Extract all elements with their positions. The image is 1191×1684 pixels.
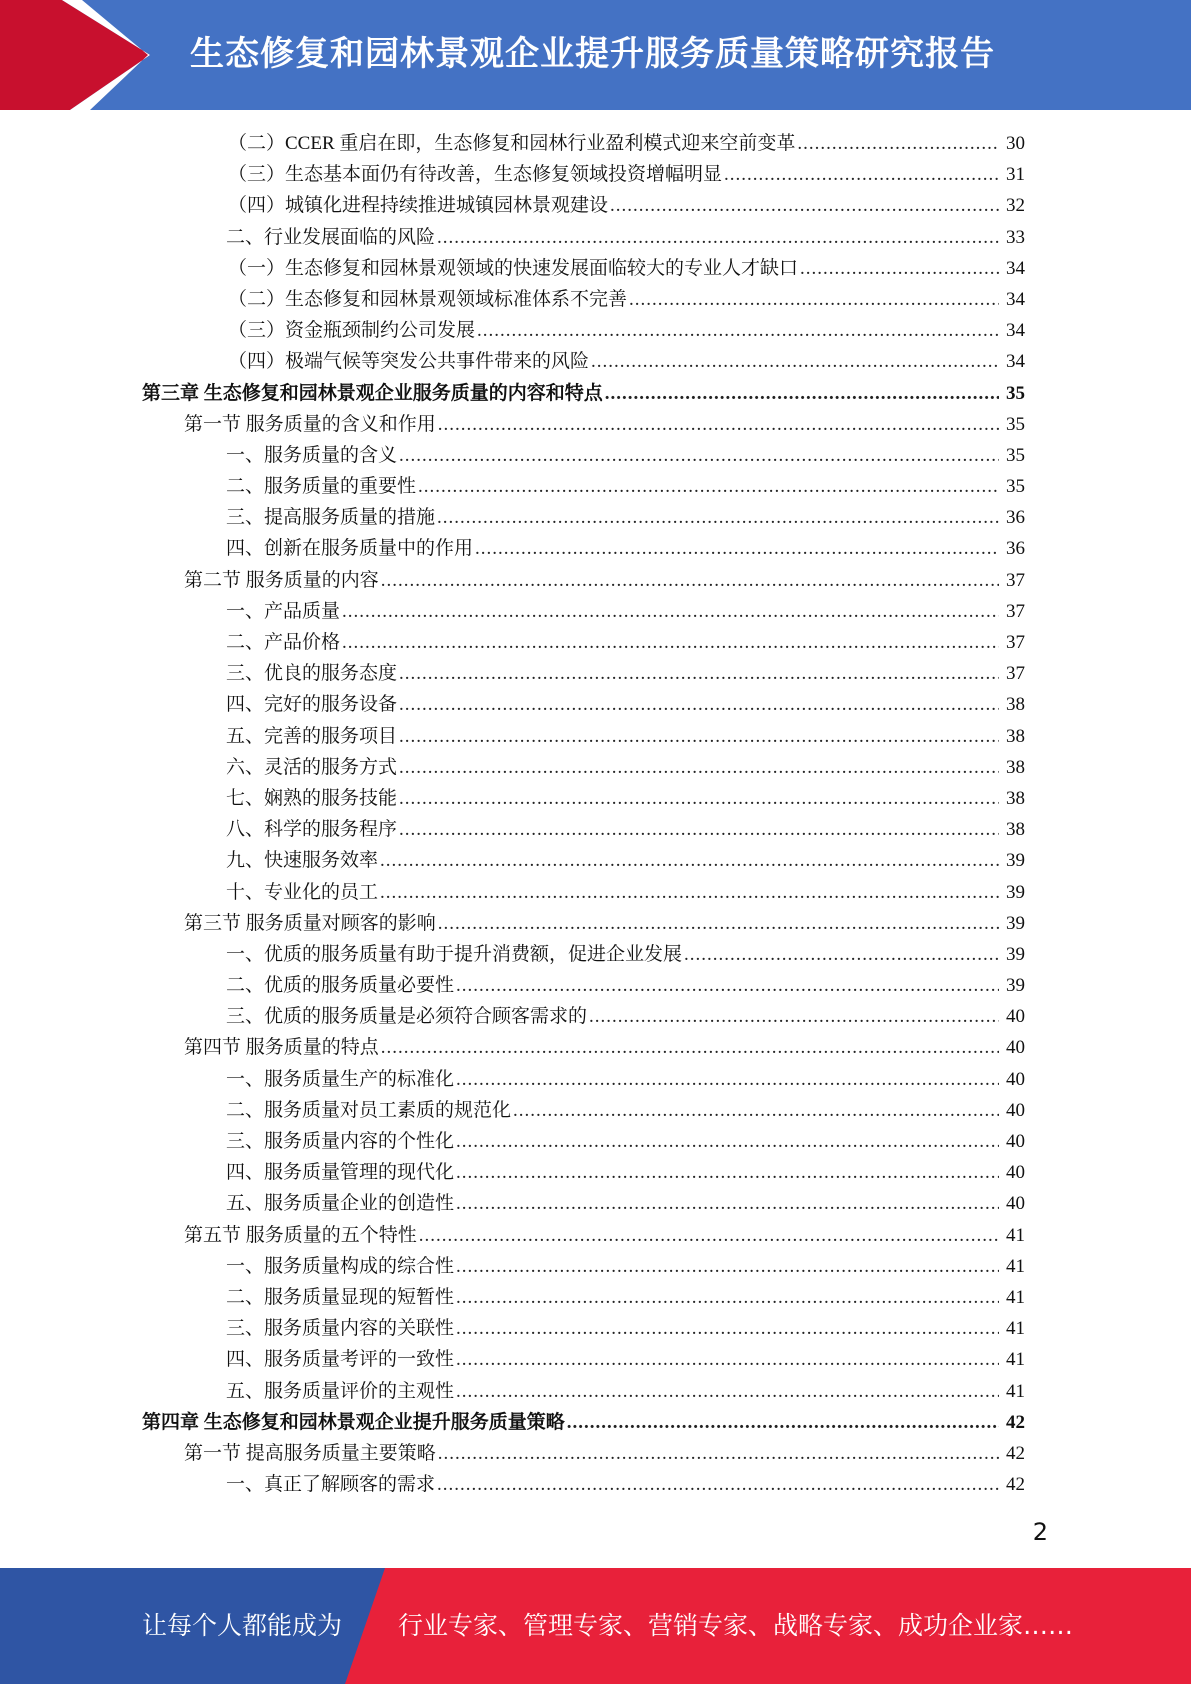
header-red-arrow-shape (0, 0, 160, 110)
toc-dot-leader (456, 1064, 999, 1095)
toc-section-entry[interactable] (184, 565, 1025, 596)
toc-subsection-entry[interactable] (226, 1095, 1025, 1126)
toc-dot-leader (797, 128, 999, 159)
toc-dot-leader (399, 689, 999, 720)
toc-entry-page: 36 (1006, 507, 1025, 529)
toc-entry-title: 九、快速服务效率 (226, 850, 379, 872)
toc-entry-page: 40 (1006, 1193, 1025, 1215)
toc-entry-title: 二、优质的服务质量必要性 (226, 975, 455, 997)
toc-section-entry[interactable] (184, 409, 1025, 440)
toc-entry-title: 五、完善的服务项目 (226, 725, 398, 747)
toc-dot-leader (380, 845, 999, 876)
toc-entry-page: 38 (1006, 756, 1025, 778)
toc-subsection-entry[interactable] (226, 1344, 1025, 1375)
toc-entry-page: 39 (1006, 881, 1025, 903)
toc-entry-title: 一、服务质量生产的标准化 (226, 1068, 455, 1090)
toc-entry-page: 39 (1006, 850, 1025, 872)
toc-entry-page: 38 (1006, 725, 1025, 747)
toc-subsection-entry[interactable] (226, 1469, 1025, 1500)
toc-dot-leader (456, 970, 999, 1001)
toc-dot-leader (399, 814, 999, 845)
toc-dot-leader (418, 471, 999, 502)
toc-entry-title: 五、服务质量企业的创造性 (226, 1193, 455, 1215)
toc-dot-leader (438, 1438, 999, 1469)
toc-subsection-entry[interactable] (226, 533, 1025, 564)
toc-entry-title: 四、完好的服务设备 (226, 694, 398, 716)
toc-dot-leader (589, 1001, 999, 1032)
toc-section-entry[interactable] (184, 908, 1025, 939)
toc-entry-page: 34 (1006, 288, 1025, 310)
toc-subsection-entry[interactable] (228, 315, 1025, 346)
toc-dot-leader (381, 565, 999, 596)
toc-entry-page: 40 (1006, 1131, 1025, 1152)
toc-entry-title: 七、娴熟的服务技能 (226, 787, 398, 809)
toc-entry-page: 41 (1006, 1255, 1025, 1277)
toc-subsection-entry[interactable] (226, 814, 1025, 845)
toc-entry-title: 第三章 生态修复和园林景观企业服务质量的内容和特点 (142, 382, 603, 404)
toc-dot-leader (456, 1126, 999, 1157)
toc-entry-page: 41 (1006, 1349, 1025, 1371)
toc-dot-leader (724, 159, 999, 190)
toc-dot-leader (800, 253, 999, 284)
toc-entry-title: 三、服务质量内容的个性化 (226, 1131, 455, 1152)
toc-entry-page: 35 (1006, 444, 1025, 466)
toc-entry-title: 一、优质的服务质量有助于提升消费额，促进企业发展 (226, 943, 683, 965)
toc-subsection-entry[interactable] (226, 471, 1025, 502)
toc-entry-title: 四、服务质量管理的现代化 (226, 1162, 455, 1184)
toc-entry-page: 40 (1006, 1037, 1025, 1059)
toc-entry-page: 38 (1006, 787, 1025, 809)
toc-entry-page: 32 (1006, 195, 1025, 217)
toc-subsection-entry[interactable] (226, 845, 1025, 876)
toc-section-entry[interactable] (184, 1032, 1025, 1063)
footer-slogan-left: 让每个人都能成为 (142, 1611, 343, 1640)
toc-entry-title: 二、服务质量显现的短暂性 (226, 1286, 455, 1308)
toc-subsection-entry[interactable] (226, 783, 1025, 814)
toc-entry-page: 41 (1006, 1380, 1025, 1402)
toc-entry-page: 36 (1006, 538, 1025, 560)
toc-entry-title: 一、产品质量 (226, 600, 341, 622)
toc-chapter-entry[interactable] (142, 1407, 1025, 1438)
toc-dot-leader (437, 1469, 999, 1500)
toc-entry-title: 第五节 服务质量的五个特性 (184, 1224, 417, 1246)
toc-subsection-entry[interactable] (226, 1313, 1025, 1344)
toc-dot-leader (419, 1220, 999, 1251)
toc-subsection-entry[interactable] (226, 1251, 1025, 1282)
toc-entry-page: 39 (1006, 943, 1025, 965)
toc-subsection-entry[interactable] (226, 1282, 1025, 1313)
toc-subsection-entry[interactable] (226, 1001, 1025, 1032)
toc-entry-title: 八、科学的服务程序 (226, 819, 398, 841)
toc-entry-page: 35 (1006, 476, 1025, 498)
toc-entry-page: 33 (1006, 226, 1025, 248)
toc-dot-leader (456, 1313, 999, 1344)
toc-entry-title: 四、创新在服务质量中的作用 (226, 538, 474, 560)
toc-subsection-entry[interactable] (226, 502, 1025, 533)
toc-subsection-entry[interactable] (226, 1064, 1025, 1095)
toc-entry-page: 42 (1006, 1474, 1025, 1496)
toc-subsection-entry[interactable] (226, 970, 1025, 1001)
toc-dot-leader (567, 1407, 999, 1438)
toc-entry-page: 40 (1006, 1162, 1025, 1184)
toc-entry-title: 第三节 服务质量对顾客的影响 (184, 912, 436, 934)
toc-subsection-entry[interactable] (226, 1126, 1025, 1157)
toc-entry-title: 四、服务质量考评的一致性 (226, 1349, 455, 1371)
toc-entry-page: 31 (1006, 164, 1025, 186)
toc-subsection-entry[interactable] (228, 346, 1025, 377)
toc-subsection-entry[interactable] (228, 159, 1025, 190)
toc-entry-page: 34 (1006, 320, 1025, 342)
toc-entry-title: 三、提高服务质量的措施 (226, 507, 436, 529)
toc-subsection-entry[interactable] (228, 190, 1025, 221)
toc-entry-page: 37 (1006, 632, 1025, 653)
toc-dot-leader (399, 783, 999, 814)
toc-entry-page: 35 (1006, 413, 1025, 435)
toc-entry-title: （三）生态基本面仍有待改善，生态修复领域投资增幅明显 (228, 164, 723, 186)
toc-dot-leader (438, 908, 999, 939)
toc-subsection-entry[interactable] (228, 253, 1025, 284)
toc-dot-leader (342, 596, 999, 627)
toc-dot-leader (399, 721, 999, 752)
toc-entry-page: 40 (1006, 1006, 1025, 1028)
toc-dot-leader (399, 658, 999, 689)
toc-subsection-entry[interactable] (226, 689, 1025, 720)
toc-entry-title: （四）极端气候等突发公共事件带来的风险 (228, 351, 590, 373)
toc-entry-page: 41 (1006, 1286, 1025, 1308)
report-title: 生态修复和园林景观企业提升服务质量策略研究报告 (190, 34, 995, 74)
toc-entry-page: 41 (1006, 1318, 1025, 1340)
toc-dot-leader (610, 190, 999, 221)
toc-entry-title: 第四节 服务质量的特点 (184, 1037, 379, 1059)
toc-dot-leader (381, 1032, 999, 1063)
footer-slogan-right: 行业专家、管理专家、营销专家、战略专家、成功企业家…… (398, 1611, 1074, 1640)
toc-entry-title: 二、服务质量的重要性 (226, 476, 417, 498)
toc-entry-title: 一、服务质量的含义 (226, 444, 398, 466)
toc-dot-leader (456, 1376, 999, 1407)
toc-dot-leader (684, 939, 999, 970)
toc-entry-page: 39 (1006, 975, 1025, 997)
toc-dot-leader (399, 752, 999, 783)
toc-dot-leader (605, 378, 999, 409)
toc-subsection-entry[interactable] (226, 877, 1025, 908)
toc-entry-title: 第一节 服务质量的含义和作用 (184, 413, 436, 435)
toc-subsection-entry[interactable] (226, 1376, 1025, 1407)
toc-entry-title: 十、专业化的员工 (226, 881, 379, 903)
toc-dot-leader (437, 502, 999, 533)
toc-entry-title: 三、优良的服务态度 (226, 663, 398, 685)
toc-subsection-entry[interactable] (226, 627, 1025, 658)
toc-entry-page: 38 (1006, 694, 1025, 716)
toc-dot-leader (456, 1188, 999, 1219)
toc-entry-title: 一、服务质量构成的综合性 (226, 1255, 455, 1277)
toc-entry-title: 第一节 提高服务质量主要策略 (184, 1442, 436, 1464)
toc-entry-page: 38 (1006, 819, 1025, 841)
toc-entry-page: 42 (1006, 1442, 1025, 1464)
toc-section-entry[interactable] (184, 1220, 1025, 1251)
toc-entry-page: 40 (1006, 1068, 1025, 1090)
toc-dot-leader (399, 440, 999, 471)
toc-dot-leader (456, 1344, 999, 1375)
toc-entry-page: 37 (1006, 569, 1025, 591)
toc-entry-page: 37 (1006, 600, 1025, 622)
toc-dot-leader (437, 222, 999, 253)
toc-dot-leader (477, 315, 999, 346)
toc-entry-page: 30 (1006, 133, 1025, 154)
toc-dot-leader (591, 346, 999, 377)
toc-dot-leader (380, 877, 999, 908)
toc-dot-leader (513, 1095, 999, 1126)
page-number: 2 (1032, 1518, 1048, 1546)
toc-entry-title: 第二节 服务质量的内容 (184, 569, 379, 591)
toc-entry-title: 六、灵活的服务方式 (226, 756, 398, 778)
toc-entry-title: （四）城镇化进程持续推进城镇园林景观建设 (228, 195, 609, 217)
toc-subsection-entry[interactable] (226, 222, 1025, 253)
toc-entry-page: 42 (1006, 1411, 1025, 1433)
toc-entry-title: 三、服务质量内容的关联性 (226, 1318, 455, 1340)
toc-entry-title: 三、优质的服务质量是必须符合顾客需求的 (226, 1006, 588, 1028)
toc-entry-title: 二、行业发展面临的风险 (226, 226, 436, 248)
toc-chapter-entry[interactable] (142, 378, 1025, 409)
toc-dot-leader (438, 409, 999, 440)
toc-entry-title: 五、服务质量评价的主观性 (226, 1380, 455, 1402)
toc-subsection-entry[interactable] (226, 752, 1025, 783)
table-of-contents (0, 128, 1191, 1500)
toc-subsection-entry[interactable] (228, 284, 1025, 315)
toc-entry-title: 一、真正了解顾客的需求 (226, 1474, 436, 1496)
toc-entry-title: （一）生态修复和园林景观领域的快速发展面临较大的专业人才缺口 (228, 257, 799, 279)
toc-entry-page: 41 (1006, 1224, 1025, 1246)
toc-dot-leader (629, 284, 999, 315)
toc-entry-page: 37 (1006, 663, 1025, 685)
page-header (0, 0, 1191, 110)
toc-entry-page: 35 (1006, 382, 1025, 404)
toc-entry-page: 34 (1006, 257, 1025, 279)
page-footer (0, 1568, 1191, 1684)
toc-subsection-entry[interactable] (226, 939, 1025, 970)
toc-dot-leader (456, 1251, 999, 1282)
toc-dot-leader (456, 1282, 999, 1313)
toc-entry-page: 34 (1006, 351, 1025, 373)
toc-entry-title: 二、产品价格 (226, 632, 341, 653)
toc-entry-page: 39 (1006, 912, 1025, 934)
toc-entry-page: 40 (1006, 1099, 1025, 1121)
toc-entry-title: 二、服务质量对员工素质的规范化 (226, 1099, 512, 1121)
toc-subsection-entry[interactable] (226, 721, 1025, 752)
toc-dot-leader (475, 533, 999, 564)
toc-entry-title: 第四章 生态修复和园林景观企业提升服务质量策略 (142, 1411, 565, 1433)
toc-dot-leader (456, 1157, 999, 1188)
toc-subsection-entry[interactable] (226, 440, 1025, 471)
toc-subsection-entry[interactable] (226, 1188, 1025, 1219)
toc-entry-title: （二）CCER 重启在即，生态修复和园林行业盈利模式迎来空前变革 (228, 133, 796, 154)
toc-subsection-entry[interactable] (228, 128, 1025, 159)
toc-dot-leader (342, 627, 999, 658)
toc-subsection-entry[interactable] (226, 596, 1025, 627)
toc-section-entry[interactable] (184, 1438, 1025, 1469)
toc-subsection-entry[interactable] (226, 1157, 1025, 1188)
toc-entry-title: （三）资金瓶颈制约公司发展 (228, 320, 476, 342)
toc-entry-title: （二）生态修复和园林景观领域标准体系不完善 (228, 288, 628, 310)
toc-subsection-entry[interactable] (226, 658, 1025, 689)
